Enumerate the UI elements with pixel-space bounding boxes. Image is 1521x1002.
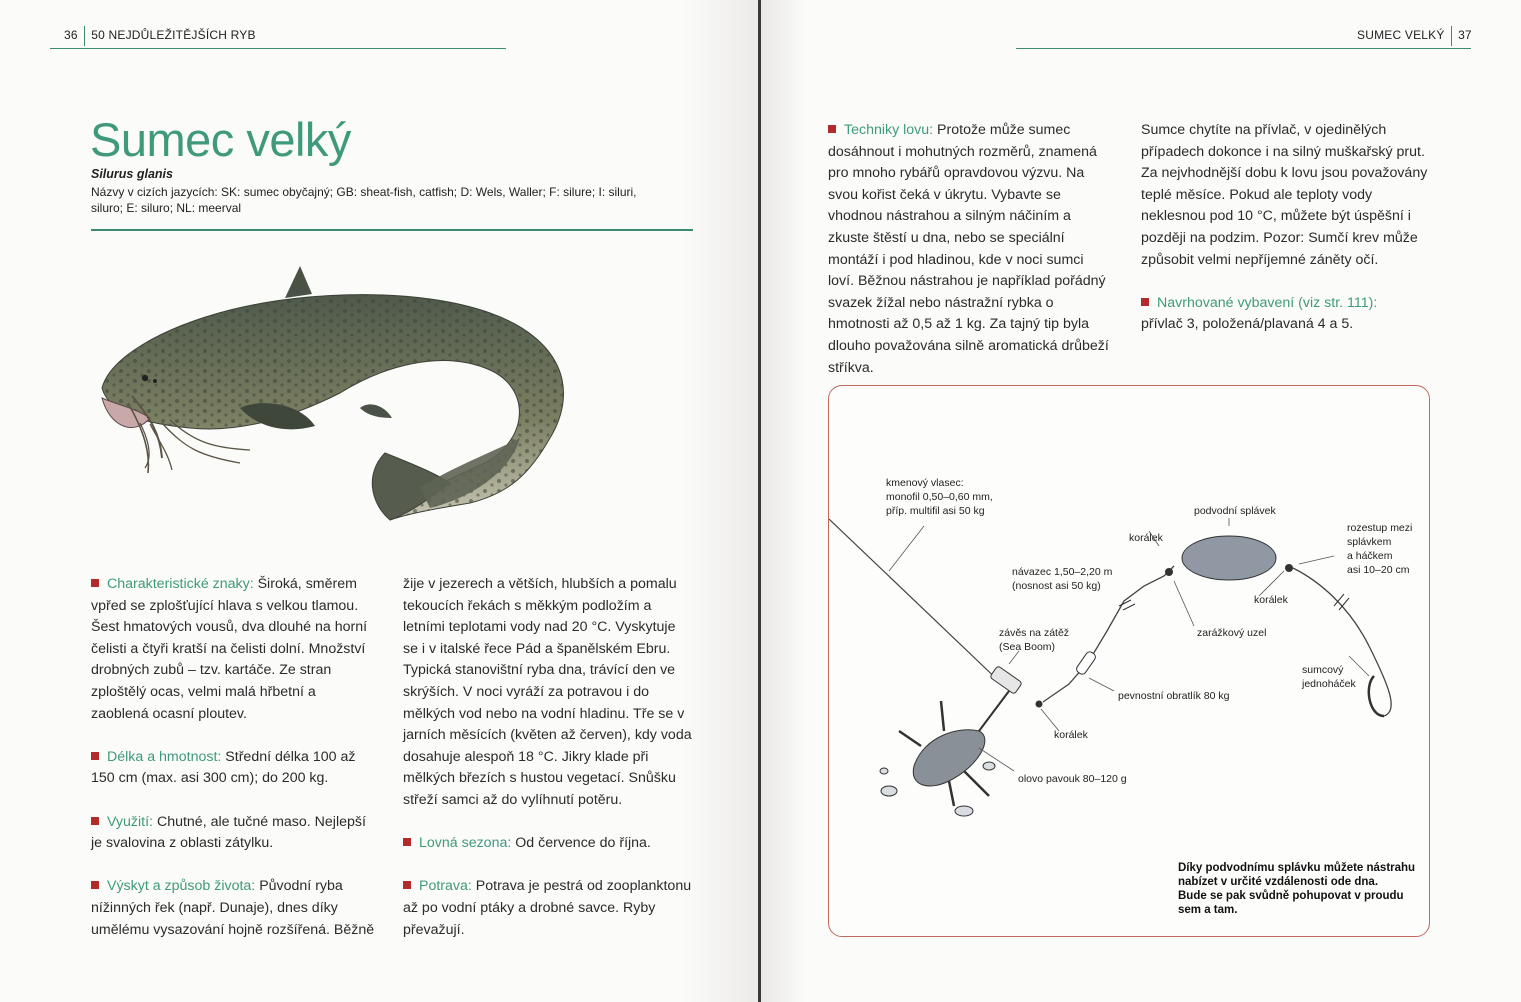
hook-line — [1293, 568, 1391, 716]
habitat-label: Výskyt a způsob života: — [107, 878, 256, 895]
lure-column — [1141, 120, 1431, 358]
label-float: podvodní splávek — [1194, 505, 1276, 517]
sea-boom — [990, 666, 1023, 695]
use-text: Chutné, ale tučné maso. Nejlepší je svalovina z oblasti zátylku. — [91, 813, 366, 852]
size-paragraph — [91, 747, 376, 790]
left-column — [91, 574, 376, 963]
label-leader: návazec 1,50–2,20 m — [1012, 566, 1113, 578]
svg-text:a háčkem: a háčkem — [1347, 550, 1393, 562]
svg-text:splávkem: splávkem — [1347, 536, 1392, 548]
running-title-left: 50 NEJDŮLEŽITĚJŠÍCH RYB — [91, 28, 256, 43]
technique-label: Techniky lovu: — [844, 122, 934, 138]
equipment-label: Navrhované vybavení (viz str. 111): — [1157, 294, 1378, 311]
main-line — [829, 519, 1004, 686]
left-page-header — [58, 26, 262, 46]
rig-drawing — [829, 386, 1429, 936]
svg-text:jednoháček: jednoháček — [1302, 678, 1356, 690]
bullet-square — [403, 881, 411, 889]
habitat-continued: žije v jezerech a větších, hlubších a pomalu tekoucích řekách s měkkým podložím a letními teplotami vody nad 20 °C. Vyskytuje se i v italské řece Pád a španělském Ebru. Typická stanovištní ryba dna, trávící den ve skrýších. V noci vyráží za potravou i do mělkých vod nebo na vodní hladinu. Tře se v jarních měsících (květen až červen), kdy voda dosahuje alespoň 18 °C. Jikry klade při mělkých březích s hustou vegetací. Snůšku střeží samci až do vylíhnutí potěru. — [403, 576, 692, 808]
technique-paragraph — [828, 120, 1113, 379]
food-label: Potrava: — [419, 878, 472, 895]
running-title-right: SUMEC VELKÝ — [1357, 28, 1445, 43]
label-lead: olovo pavouk 80–120 g — [1018, 773, 1127, 785]
features-text: Široká, směrem vpřed se zplošťující hlava s velkou tlamou. Šest hmatových vousů, dva dlouhé na horní čelisti a čtyři kratší na čelisti dolní. Množství drobných zubů – tzv. kartáče. Ze stran zploštělý ocas, velmi malá hřbetní a zaoblená ocasní ploutev. — [91, 576, 368, 722]
bullet-square — [91, 579, 99, 587]
right-page — [761, 0, 1521, 1002]
features-paragraph — [91, 574, 376, 725]
technique-text: Protože může sumec dosáhnout i mohutných rozměrů, znamená pro mnoho rybářů opravdovou výzvu. Na svou kořist čeká v úkrytu. Vybavte se vhodnou nástrahou a silným náčiním a zkuste štěstí u dna, nebo se speciální montáží i pod hladinou, kde v noci sumci loví. Běžnou nástrahou je například pořádný svazek žížal nebo nástražní rybka o hmotnosti až 0,5 až 1 kg. Za tajný tip byla dlouho považována silně aromatická drůbeží stříkva. — [828, 122, 1109, 376]
svg-text:příp. multifil asi 50 kg: příp. multifil asi 50 kg — [886, 505, 985, 517]
svg-text:(nosnost asi 50 kg): (nosnost asi 50 kg) — [1012, 580, 1101, 592]
label-hook: sumcový — [1302, 664, 1344, 676]
svg-text:asi 10–20 cm: asi 10–20 cm — [1347, 564, 1410, 576]
bullet-square — [403, 838, 411, 846]
label-swivel: pevnostní obratlík 80 kg — [1118, 690, 1230, 702]
left-page — [0, 0, 758, 1002]
use-label: Využití: — [107, 813, 153, 830]
label-bead-2: korálek — [1254, 594, 1288, 606]
habitat-paragraph — [91, 876, 376, 941]
page-title: Sumec velký — [90, 113, 351, 166]
habitat-text: Původní ryba nížinných řek (např. Dunaje), dnes díky umělému vysazování hojně rozšířená. Běžně — [91, 878, 375, 938]
bullet-square — [91, 752, 99, 760]
size-text: Střední délka 100 až 150 cm (max. asi 300 cm); do 200 kg. — [91, 748, 356, 787]
catfish-illustration — [90, 258, 590, 533]
use-paragraph — [91, 812, 376, 855]
svg-text:(Sea Boom): (Sea Boom) — [999, 641, 1056, 653]
diagram-caption: Díky podvodnímu splávku můžete nástrahu — [1178, 862, 1416, 874]
label-bead-1: korálek — [1129, 532, 1163, 544]
lead-weight — [913, 730, 985, 786]
svg-text:nabízet v určité vzdálenosti o: nabízet v určité vzdálenosti ode dna. — [1178, 876, 1379, 888]
float-icon — [1182, 536, 1276, 580]
bead-icon — [1036, 701, 1043, 708]
equipment-text: přívlač 3, položená/plavaná 4 a 5. — [1141, 316, 1354, 333]
bullet-square — [828, 125, 836, 133]
header-rule-right — [1016, 48, 1471, 49]
header-rule-left — [50, 48, 506, 49]
svg-text:sem a tam.: sem a tam. — [1178, 904, 1238, 916]
title-rule — [91, 229, 693, 231]
label-mainline: kmenový vlasec: — [886, 477, 964, 489]
rig-diagram — [828, 385, 1430, 937]
svg-text:monofil 0,50–0,60 mm,: monofil 0,50–0,60 mm, — [886, 491, 993, 503]
size-label: Délka a hmotnost: — [107, 748, 222, 765]
food-text: Potrava je pestrá od zooplanktonu až po vodní ptáky a drobné savce. Ryby převažují. — [403, 878, 692, 938]
bullet-square — [1141, 298, 1149, 306]
svg-text:Bude se pak svůdně pohupovat v: Bude se pak svůdně pohupovat v proudu — [1178, 890, 1404, 902]
season-paragraph — [403, 833, 693, 855]
label-boom: závěs na zátěž — [999, 627, 1070, 639]
bullet-square — [91, 817, 99, 825]
food-paragraph — [403, 876, 693, 941]
features-label: Charakteristické znaky: — [107, 576, 254, 592]
label-bead-3: korálek — [1054, 729, 1088, 741]
hook-icon — [1369, 676, 1384, 716]
bullet-square — [91, 881, 99, 889]
season-text: Od července do října. — [511, 835, 651, 852]
middle-column — [403, 574, 693, 963]
latin-name: Silurus glanis — [91, 167, 173, 181]
equipment-paragraph — [1141, 293, 1431, 336]
season-label: Lovná sezona: — [419, 835, 512, 852]
page-number-left: 36 — [64, 28, 78, 43]
right-page-header — [1351, 26, 1478, 46]
label-spacing: rozestup mezi — [1347, 522, 1413, 534]
label-stopknot: zarážkový uzel — [1197, 627, 1267, 639]
foreign-names: Názvy v cizích jazycích: SK: sumec obyčajný; GB: sheat-fish, catfish; D: Wels, Waller; F: silure; I: siluri, siluro; E: siluro; NL: meerval — [91, 185, 637, 215]
lure-paragraph: Sumce chytíte na přívlač, v ojedinělých případech dokonce i na silný muškařský prut. Za nejvhodnější dobu k lovu jsou považovány teplé měsíce. Pokud ale teploty vody neklesnou pod 10 °C, můžete být úspěšní i později na podzim. Pozor: Sumčí krev může způsobit velmi nepříjemné záněty očí. — [1141, 122, 1428, 268]
page-number-right: 37 — [1458, 28, 1472, 43]
swivel-icon — [1075, 650, 1097, 675]
technique-column — [828, 120, 1113, 401]
